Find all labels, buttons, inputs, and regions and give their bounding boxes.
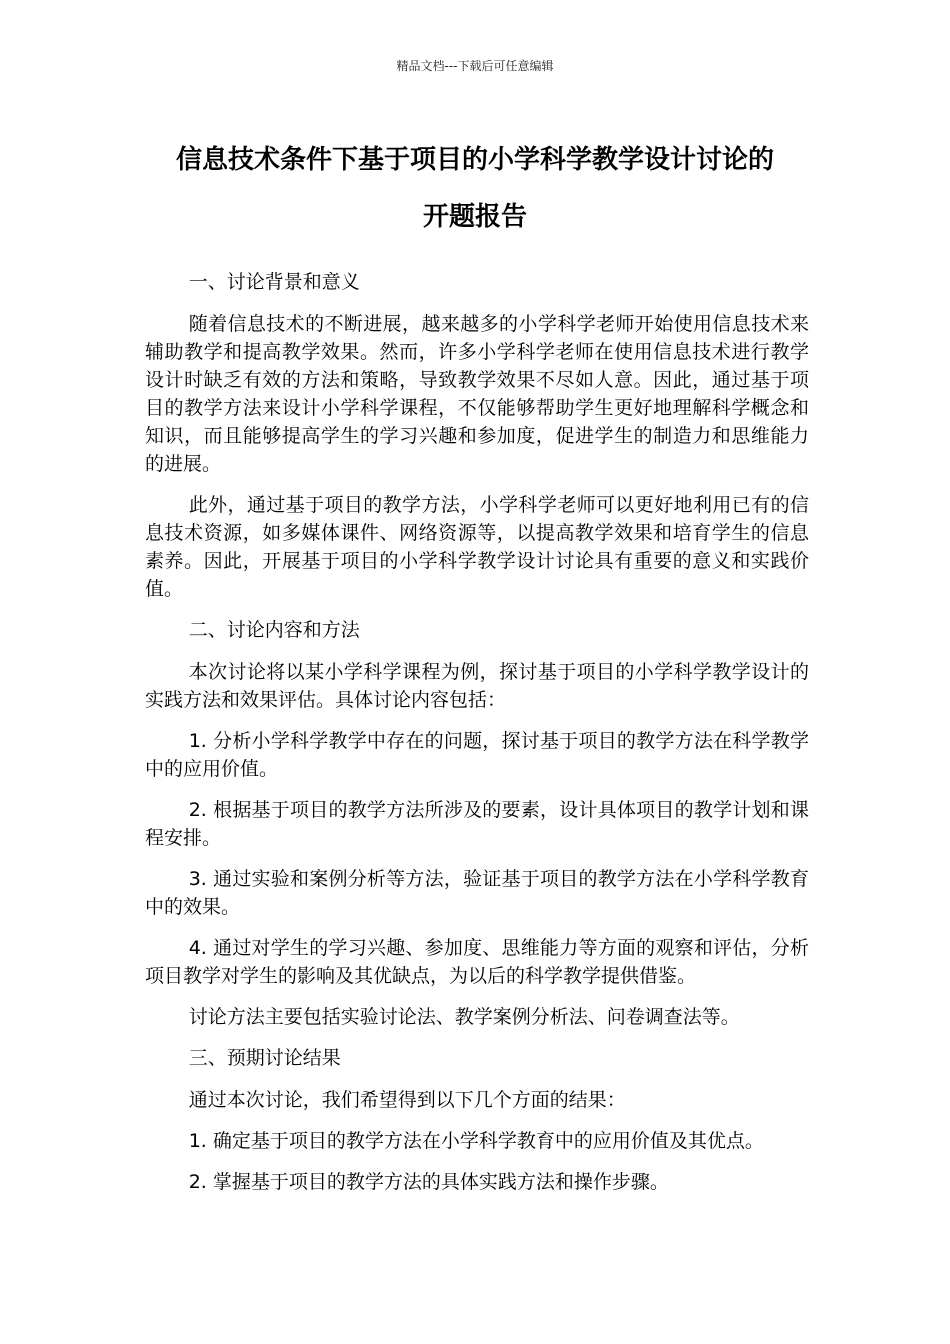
- section-3-item-1: 1. 确定基于项目的教学方法在小学科学教育中的应用价值及其优点。: [188, 1130, 764, 1152]
- title-line-1: 信息技术条件下基于项目的小学科学教学设计讨论的: [175, 145, 774, 175]
- document-body: [145, 268, 809, 1209]
- section-1-heading: 一、讨论背景和意义: [188, 271, 360, 293]
- section-3-item-2: 2. 掌握基于项目的教学方法的具体实践方法和操作步骤。: [188, 1171, 669, 1193]
- section-2-methods: 讨论方法主要包括实验讨论法、教学案例分析法、问卷调查法等。: [188, 1006, 740, 1028]
- section-3-intro: 通过本次讨论，我们希望得到以下几个方面的结果：: [188, 1089, 626, 1111]
- section-1-paragraph-2: 此外，通过基于项目的教学方法，小学科学老师可以更好地利用已有的信息技术资源，如多媒体课件、网络资源等，以提高教学效果和培育学生的信息素养。因此，开展基于项目的小学科学教学设计讨论具有重要的意义和实践价值。: [145, 494, 809, 600]
- section-1-paragraph-1: 随着信息技术的不断进展，越来越多的小学科学老师开始使用信息技术来辅助教学和提高教学效果。然而，许多小学科学老师在使用信息技术进行教学设计时缺乏有效的方法和策略，导致教学效果不尽如人意。因此，通过基于项目的教学方法来设计小学科学课程，不仅能够帮助学生更好地理解科学概念和知识，而且能够提高学生的学习兴趣和参加度，促进学生的制造力和思维能力的进展。: [145, 313, 809, 475]
- section-2-heading: 二、讨论内容和方法: [188, 619, 360, 641]
- section-2-intro: 本次讨论将以某小学科学课程为例，探讨基于项目的小学科学教学设计的实践方法和效果评估。具体讨论内容包括：: [145, 661, 809, 711]
- section-2-item-4: 4. 通过对学生的学习兴趣、参加度、思维能力等方面的观察和评估，分析项目教学对学生的影响及其优缺点，为以后的科学教学提供借鉴。: [145, 937, 809, 987]
- section-2-item-3: 3. 通过实验和案例分析等方法，验证基于项目的教学方法在小学科学教育中的效果。: [145, 868, 809, 918]
- section-2-item-2: 2. 根据基于项目的教学方法所涉及的要素，设计具体项目的教学计划和课程安排。: [145, 799, 809, 849]
- document-title: [120, 132, 830, 246]
- title-line-2: 开题报告: [422, 202, 527, 232]
- section-3-heading: 三、预期讨论结果: [188, 1047, 341, 1069]
- page-header: 精品文档---下载后可任意编辑: [396, 59, 554, 73]
- section-2-item-1: 1. 分析小学科学教学中存在的问题，探讨基于项目的教学方法在科学教学中的应用价值。: [145, 730, 809, 780]
